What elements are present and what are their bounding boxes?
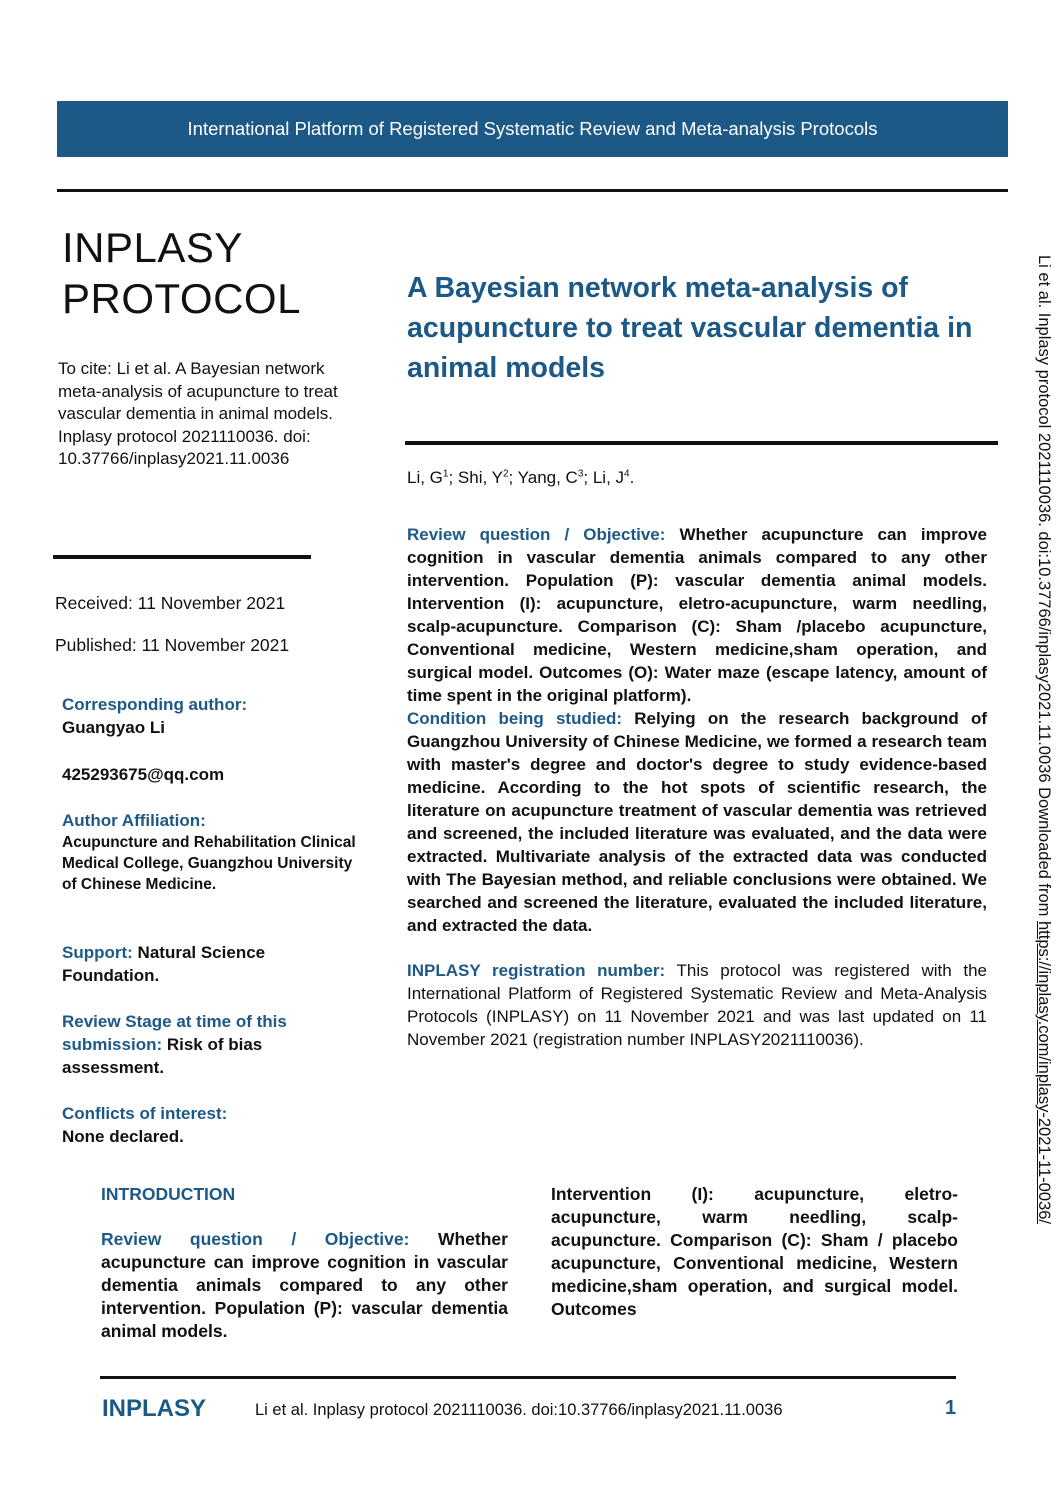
footer-citation: Li et al. Inplasy protocol 2021110036. doi:10.37766/inplasy2021.11.0036	[255, 1401, 783, 1419]
abstract-condition	[407, 707, 987, 937]
download-link[interactable]: https://inplasy.com/inplasy-2021-11-0036/	[1035, 920, 1053, 1224]
top-rule	[57, 189, 1008, 192]
abstract-cond-label: Condition being studied:	[407, 709, 623, 728]
intro-left-column	[101, 1183, 508, 1343]
vertical-note-text: Li et al. Inplasy protocol 2021110036. doi:10.37766/inplasy2021.11.0036 Downloaded from	[1035, 255, 1053, 921]
author-4-sup: 4	[624, 468, 630, 480]
protocol-title	[62, 222, 301, 324]
review-stage-value: Risk of bias assessment.	[62, 1035, 263, 1077]
author-3: ; Yang, C	[508, 468, 578, 487]
corresponding-label: Corresponding author:	[62, 695, 248, 714]
received-date: Received: 11 November 2021	[55, 593, 286, 613]
published-date: Published: 11 November 2021	[55, 635, 290, 655]
author-2-sup: 2	[502, 468, 509, 480]
protocol-title-line1: INPLASY	[62, 224, 243, 271]
intro-review-question	[101, 1228, 508, 1343]
intro-left-text: Whether acupuncture can improve cognition in vascular dementia animals compared to any other intervention. Population (P): vascular dementia animal models.	[101, 1229, 508, 1341]
citation-block: To cite: Li et al. A Bayesian network meta-analysis of acupuncture to treat vascular dementia in animal models. Inplasy protocol 2021110036. doi: 10.37766/inplasy2021.11.0036	[58, 359, 338, 469]
article-title: A Bayesian network meta-analysis of acupuncture to treat vascular dementia in animal models	[407, 272, 973, 384]
abstract-cond-text: Relying on the research background of Guangzhou University of Chinese Medicine, we formed a research team with master's degree and doctor's degree to study evidence-based medicine. According to the hot spots of scientific research, the literature on acupuncture treatment of vascular dementia was retrieved and screened, the included literature was evaluated, and the data were extracted. Multivariate analysis of the extracted data was conducted with The Bayesian method, and reliable conclusions were obtained. We searched and screened the literature, evaluated the included literature, and extracted the data.	[407, 709, 987, 935]
corresponding-author	[62, 693, 362, 739]
conflicts-value: None declared.	[62, 1127, 184, 1146]
intro-rq-label: Review question / Objective:	[101, 1229, 410, 1249]
abstract-rq-label: Review question / Objective:	[407, 525, 666, 544]
title-rule	[405, 441, 998, 445]
support	[62, 941, 362, 987]
abstract-registration	[407, 959, 987, 1051]
abstract-reg-text: This protocol was registered with the International Platform of Registered Systematic Review and Meta-Analysis Protocols (INPLASY) on 11 November 2021 and was last updated on 11 November 2021 (registration number INPLASY2021110036).	[407, 961, 987, 1049]
review-stage	[62, 1010, 362, 1079]
author-1-sup: 1	[442, 468, 449, 480]
conflicts-label: Conflicts of interest:	[62, 1104, 228, 1123]
vertical-download-note	[1027, 255, 1053, 1345]
author-3-sup: 3	[577, 468, 584, 480]
review-stage-label: Review Stage at time of this submission:	[62, 1012, 287, 1054]
conflicts	[62, 1102, 362, 1148]
abstract-block	[407, 523, 987, 1051]
intro-right-column: Intervention (I): acupuncture, eletro-acupuncture, warm needling, scalp-acupuncture. Comparison (C): Sham / placebo acupuncture, Conventional medicine, Western medicine,sham operation, and surgical model. Outcomes	[551, 1184, 958, 1319]
author-2: ; Shi, Y	[448, 468, 503, 487]
affiliation-label: Author Affiliation:	[62, 811, 206, 830]
footer-brand: INPLASY	[102, 1395, 207, 1422]
affiliation-value: Acupuncture and Rehabilitation Clinical Medical College, Guangzhou University of Chinese Medicine.	[62, 834, 356, 893]
author-affiliation	[62, 809, 362, 895]
header-banner: International Platform of Registered Systematic Review and Meta-analysis Protocols	[57, 101, 1008, 157]
abstract-rq-text: Whether acupuncture can improve cognition in vascular dementia animals compared to any other intervention. Population (P): vascular dementia animal models. Intervention (I): acupuncture, eletro-acupuncture, warm needling, scalp-acupuncture. Comparison (C): Sham /placebo acupuncture, Conventional medicine, Western medicine,sham operation, and surgical model. Outcomes (O): Water maze (escape latency, amount of time spent in the original platform).	[407, 525, 987, 705]
corresponding-email[interactable]: 425293675@qq.com	[62, 765, 225, 784]
author-4: ; Li, J	[583, 468, 625, 487]
support-label: Support:	[62, 943, 133, 962]
footer-rule	[100, 1376, 956, 1379]
author-1: Li, G	[407, 468, 443, 487]
abstract-reg-label: INPLASY registration number:	[407, 961, 666, 980]
left-rule	[53, 555, 311, 559]
corresponding-name: Guangyao Li	[62, 718, 165, 737]
author-end: .	[629, 468, 635, 487]
page-number: 1	[945, 1397, 957, 1419]
intro-heading: INTRODUCTION	[101, 1184, 236, 1204]
protocol-title-line2: PROTOCOL	[62, 275, 301, 322]
author-list	[407, 468, 634, 488]
abstract-review-question	[407, 523, 987, 707]
support-value: Natural Science Foundation.	[62, 943, 266, 985]
